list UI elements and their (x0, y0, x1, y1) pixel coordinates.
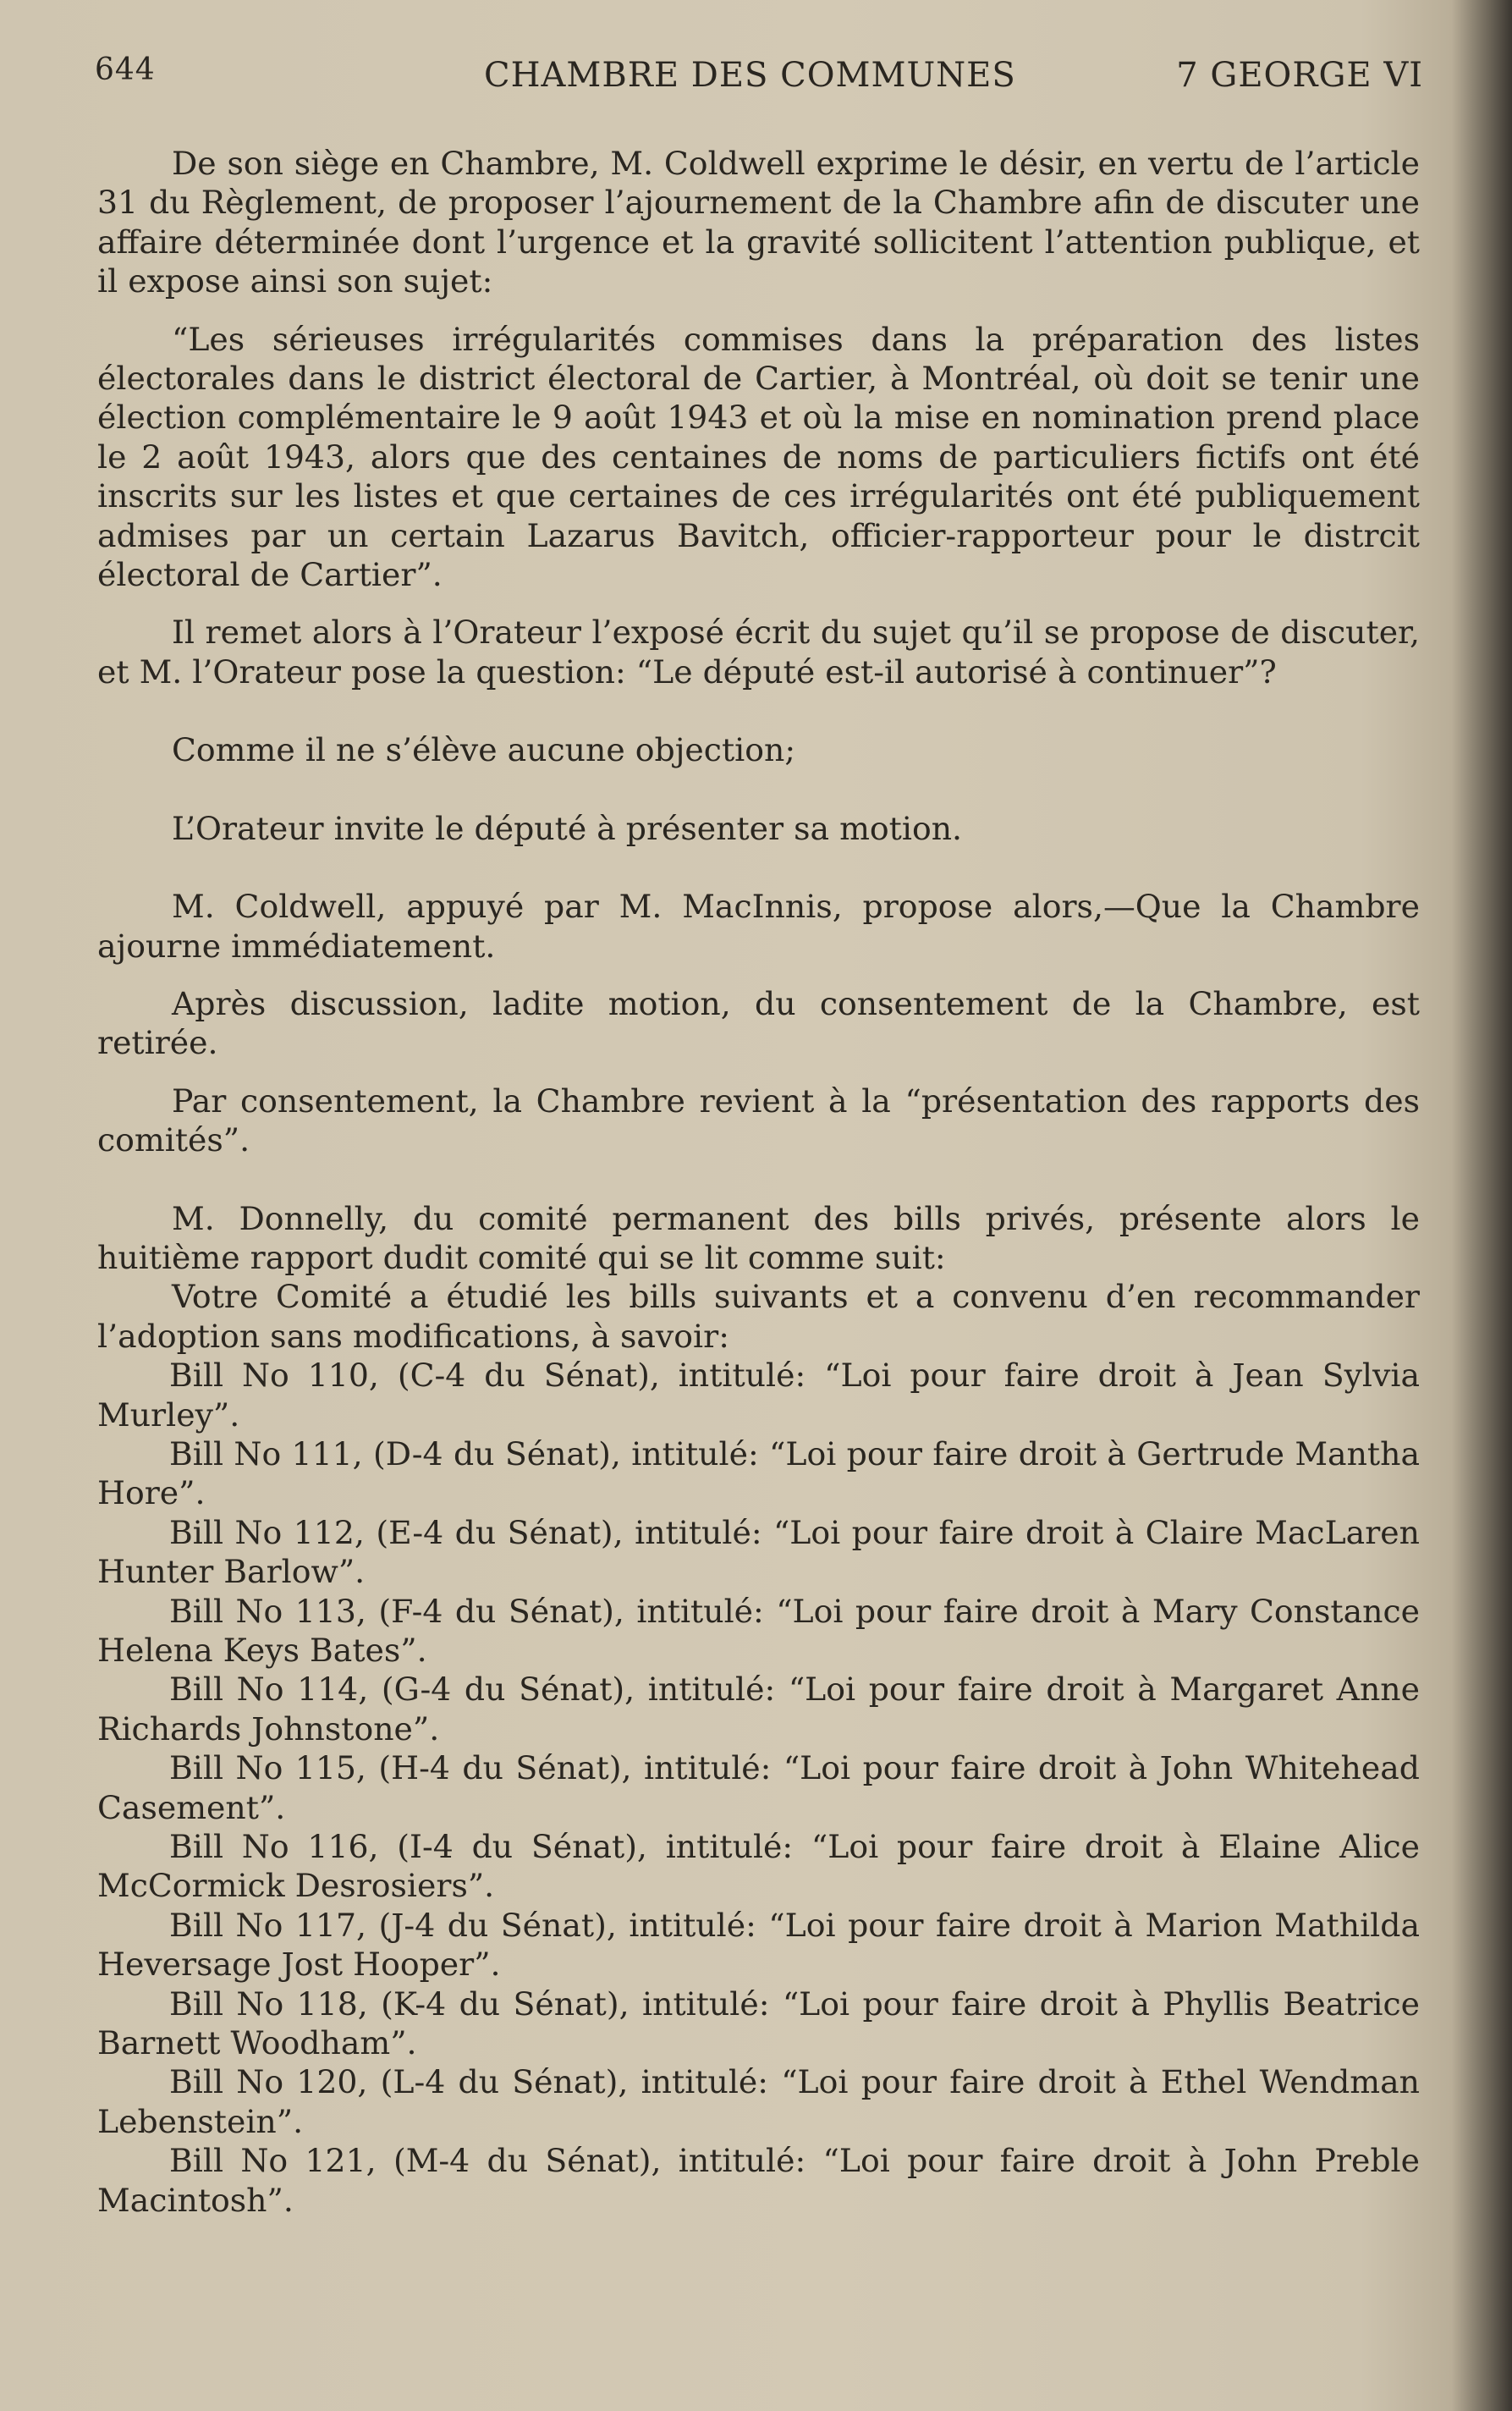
paragraph-motion: M. Coldwell, appuyé par M. MacInnis, propose alors,—Que la Chambre ajourne immédiatement. (97, 888, 1420, 965)
paragraph-no-objection: Comme il ne s’élève aucune objection; (172, 731, 796, 769)
bill-item: Bill No 116, (I-4 du Sénat), intitulé: “Loi pour faire droit à Elaine Alice McCormick Desrosiers”. (97, 1828, 1420, 1905)
paragraph-report: M. Donnelly, du comité permanent des bills privés, présente alors le huitième rapport dudit comité qui se lit comme suit: (97, 1199, 1420, 1276)
bill-item: Bill No 114, (G-4 du Sénat), intitulé: “Loi pour faire droit à Margaret Anne Richards Johnstone”. (97, 1671, 1420, 1748)
bill-item: Bill No 110, (C-4 du Sénat), intitulé: “Loi pour faire droit à Jean Sylvia Murley”. (97, 1357, 1420, 1434)
paragraph-motion-request: De son siège en Chambre, M. Coldwell exprime le désir, en vertu de l’article 31 du Règlement, de proposer l’ajournement de la Chambre afin de discuter une affaire déterminée dont l’urgence et la gravité sollicitent l’attention publique, et il expose ainsi son sujet: (97, 145, 1420, 300)
bill-item: Bill No 118, (K-4 du Sénat), intitulé: “Loi pour faire droit à Phyllis Beatrice Barnett Woodham”. (97, 1984, 1420, 2062)
paragraph-withdrawn: Après discussion, ladite motion, du consentement de la Chambre, est retirée. (97, 984, 1420, 1062)
bill-item: Bill No 120, (L-4 du Sénat), intitulé: “Loi pour faire droit à Ethel Wendman Lebenstein”. (97, 2063, 1420, 2140)
regnal-year: 7 GEORGE VI (1176, 56, 1423, 95)
page-number: 644 (95, 52, 156, 87)
bill-item: Bill No 121, (M-4 du Sénat), intitulé: “Loi pour faire droit à John Preble Macintosh”. (97, 2142, 1420, 2219)
page-header (95, 52, 1423, 103)
bill-item: Bill No 117, (J-4 du Sénat), intitulé: “Loi pour faire droit à Marion Mathilda Heversage Jost Hooper”. (97, 1906, 1420, 1984)
paragraph-subject-quote: “Les sérieuses irrégularités commises dans la préparation des listes électorales dans le district électoral de Cartier, à Montréal, où doit se tenir une élection complémentaire le 9 août 1943 et où la mise en nomination prend place le 2 août 1943, alors que des centaines de noms de particuliers fictifs ont été inscrits sur les listes et que certaines de ces irrégularités ont été publiquement admises par un certain Lazarus Bavitch, officier-rapporteur pour le distrcit électoral de Cartier”. (97, 320, 1420, 594)
bill-list (97, 1356, 1420, 2220)
bill-item: Bill No 113, (F-4 du Sénat), intitulé: “Loi pour faire droit à Mary Constance Helena Keys Bates”. (97, 1592, 1420, 1669)
bill-item: Bill No 111, (D-4 du Sénat), intitulé: “Loi pour faire droit à Gertrude Mantha Hore”. (97, 1434, 1420, 1512)
paragraph-consent: Par consentement, la Chambre revient à la “présentation des rapports des comités”. (97, 1082, 1420, 1159)
paragraph-question: Il remet alors à l’Orateur l’exposé écrit du sujet qu’il se propose de discuter, et M. l’Orateur pose la question: “Le député est-il autorisé à continuer”? (97, 614, 1420, 691)
running-title: CHAMBRE DES COMMUNES (484, 56, 1016, 95)
paragraph-invitation: L’Orateur invite le député à présenter sa motion. (172, 809, 963, 847)
paragraph-committee: Votre Comité a étudié les bills suivants et a convenu d’en recommander l’adoption sans modifications, à savoir: (97, 1278, 1420, 1355)
bill-item: Bill No 112, (E-4 du Sénat), intitulé: “Loi pour faire droit à Claire MacLaren Hunter Barlow”. (97, 1513, 1420, 1591)
bill-item: Bill No 115, (H-4 du Sénat), intitulé: “Loi pour faire droit à John Whitehead Casement”. (97, 1749, 1420, 1826)
body-text (97, 144, 1420, 2220)
